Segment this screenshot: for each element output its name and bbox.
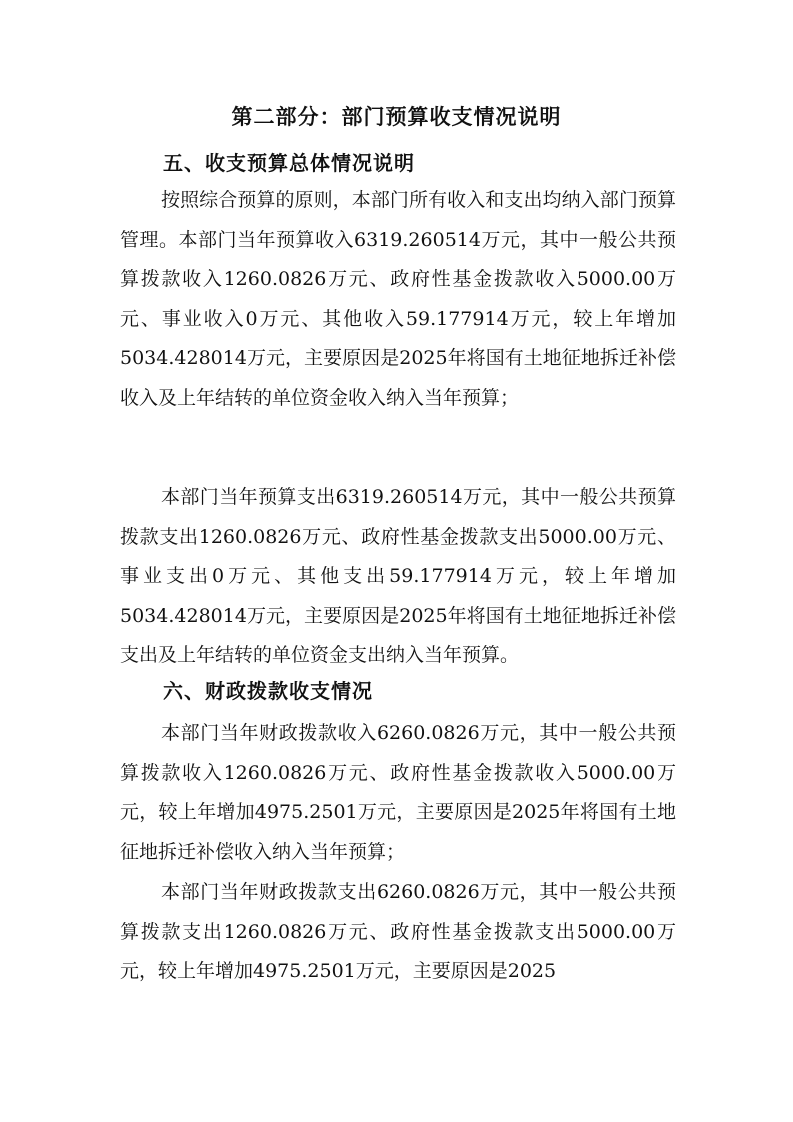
section-heading-5: 五、收支预算总体情况说明 xyxy=(163,151,415,175)
page-title: 第二部分：部门预算收支情况说明 xyxy=(231,105,562,129)
section-heading-6: 六、财政拨款收支情况 xyxy=(163,679,373,703)
paragraph-budget-income: 按照综合预算的原则，本部门所有收入和支出均纳入部门预算管理。本部门当年预算收入6319.260514万元，其中一般公共预算拨款收入1260.0826万元、政府性基金拨款收入5000.00万元、事业收入0万元、其他收入59.177914万元，较上年增加5034.428014万元，主要原因是2025年将国有土地征地拆迁补偿收入及上年结转的单位资金收入纳入当年预算； xyxy=(120,189,676,409)
paragraph-fiscal-expenditure: 本部门当年财政拨款支出6260.0826万元，其中一般公共预算拨款支出1260.0826万元、政府性基金拨款支出5000.00万元，较上年增加4975.2501万元，主要原因是2025 xyxy=(120,881,676,983)
paragraph-fiscal-income: 本部门当年财政拨款收入6260.0826万元，其中一般公共预算拨款收入1260.0826万元、政府性基金拨款收入5000.00万元，较上年增加4975.2501万元，主要原因是2025年将国有土地征地拆迁补偿收入纳入当年预算； xyxy=(120,722,676,863)
paragraph-budget-expenditure: 本部门当年预算支出6319.260514万元，其中一般公共预算拨款支出1260.0826万元、政府性基金拨款支出5000.00万元、事业支出0万元、其他支出59.177914万元，较上年增加5034.428014万元，主要原因是2025年将国有土地征地拆迁补偿支出及上年结转的单位资金支出纳入当年预算。 xyxy=(120,486,676,667)
